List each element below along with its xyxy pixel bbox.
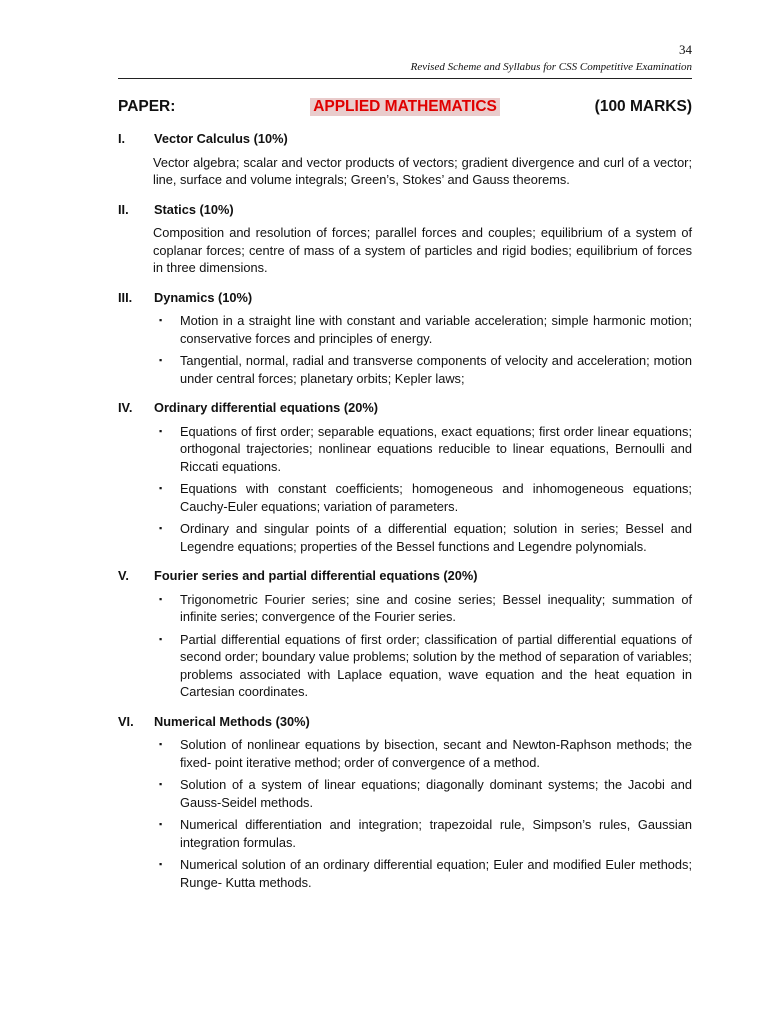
list-item-text: Equations of first order; separable equations, exact equations; first order linear equations; orthogonal trajectories; nonlinear equations reducible to linear equations, Bernoulli and Riccati equations.: [180, 423, 692, 474]
square-bullet-icon: ▪: [159, 593, 163, 604]
list-item-text: Motion in a straight line with constant and variable acceleration; simple harmonic motion; conservative forces and principles of energy.: [180, 313, 692, 346]
list-item: [153, 816, 692, 851]
syllabus-section: [118, 567, 692, 701]
paper-marks: (100 MARKS): [594, 98, 692, 115]
list-item-text: Trigonometric Fourier series; sine and cosine series; Bessel inequality; summation of infinite series; convergence of the Fourier series.: [180, 591, 692, 624]
square-bullet-icon: ▪: [159, 483, 163, 493]
list-item: [153, 480, 692, 515]
section-heading: [118, 567, 692, 585]
section-title: Dynamics (10%): [154, 289, 253, 305]
section-description: Composition and resolution of forces; parallel forces and couples; equilibrium of a system of coplanar forces; centre of mass of a system of particles and rigid bodies; equilibrium of forces in three dimensions.: [153, 225, 692, 275]
square-bullet-icon: ▪: [159, 355, 163, 365]
list-item: [153, 776, 692, 811]
square-bullet-icon: ▪: [159, 819, 163, 829]
square-bullet-icon: ▪: [159, 739, 163, 749]
section-title: Vector Calculus (10%): [154, 131, 288, 146]
section-title: Fourier series and partial differential equations (20%): [154, 568, 478, 583]
square-bullet-icon: ▪: [159, 779, 163, 789]
section-number: III.: [118, 289, 133, 305]
syllabus-section: [118, 130, 692, 189]
list-item-text: Ordinary and singular points of a differential equation; solution in series; Bessel and Legendre equations; properties of the Bessel functions and Legendre polynomials.: [180, 521, 692, 554]
page-number: 34: [679, 42, 692, 57]
syllabus-section: [118, 201, 692, 277]
list-item-text: Numerical solution of an ordinary differential equation; Euler and modified Euler methods; Runge- Kutta methods.: [180, 857, 692, 890]
list-item: [153, 631, 692, 701]
topic-list: [118, 736, 692, 891]
syllabus-section: [118, 289, 692, 388]
running-title: Revised Scheme and Syllabus for CSS Competitive Examination: [410, 61, 692, 73]
section-number: VI.: [118, 713, 134, 729]
section-description: Vector algebra; scalar and vector products of vectors; gradient divergence and curl of a vector; line, surface and volume integrals; Green’s, Stokes’ and Gauss theorems.: [153, 154, 692, 187]
square-bullet-icon: ▪: [159, 523, 163, 533]
section-title: Statics (10%): [154, 201, 234, 217]
section-title: Ordinary differential equations (20%): [154, 400, 378, 415]
list-item-text: Numerical differentiation and integration; trapezoidal rule, Simpson’s rules, Gaussian integration formulas.: [180, 817, 692, 850]
list-item-text: Solution of a system of linear equations; diagonally dominant systems; the Jacobi and Gauss-Seidel methods.: [180, 777, 692, 810]
section-title: Numerical Methods (30%): [154, 713, 310, 729]
list-item: [153, 423, 692, 476]
topic-list: [118, 312, 692, 387]
section-number: II.: [118, 201, 129, 217]
section-heading: [118, 130, 692, 148]
list-item-text: Tangential, normal, radial and transverse components of velocity and acceleration; motion under central forces; planetary orbits; Kepler laws;: [180, 353, 692, 386]
section-heading: [118, 399, 692, 417]
topic-list: [118, 591, 692, 701]
square-bullet-icon: ▪: [159, 425, 163, 436]
section-number: IV.: [118, 400, 133, 415]
list-item: [153, 312, 692, 347]
square-bullet-icon: ▪: [159, 859, 163, 869]
list-item-text: Solution of nonlinear equations by bisection, secant and Newton-Raphson methods; the fixed- point iterative method; order of convergence of a method.: [180, 737, 692, 770]
section-heading: [118, 289, 692, 307]
list-item: [153, 736, 692, 771]
section-heading: [118, 201, 692, 219]
section-heading: [118, 713, 692, 731]
list-item: [153, 520, 692, 555]
list-item: [153, 856, 692, 891]
header-rule: [118, 78, 692, 79]
list-item-text: Partial differential equations of first order; classification of partial differential equations of second order; boundary value problems; solution by the method of separation of variables; problems associated with Laplace equation, wave equation and the heat equation in Cartesian coordinates.: [180, 631, 692, 699]
paper-label: PAPER:: [118, 98, 176, 115]
list-item-text: Equations with constant coefficients; homogeneous and inhomogeneous equations; Cauchy-Euler equations; variation of parameters.: [180, 481, 692, 514]
paper-title: APPLIED MATHEMATICS: [310, 98, 500, 116]
syllabus-section: [118, 399, 692, 555]
list-item: [153, 591, 692, 626]
section-number: V.: [118, 568, 129, 583]
square-bullet-icon: ▪: [159, 633, 163, 644]
syllabus-section: [118, 713, 692, 892]
section-number: I.: [118, 131, 126, 146]
paper-heading: [118, 98, 692, 116]
list-item: [153, 352, 692, 387]
syllabus-content: [118, 130, 692, 903]
topic-list: [118, 423, 692, 556]
square-bullet-icon: ▪: [159, 315, 163, 325]
